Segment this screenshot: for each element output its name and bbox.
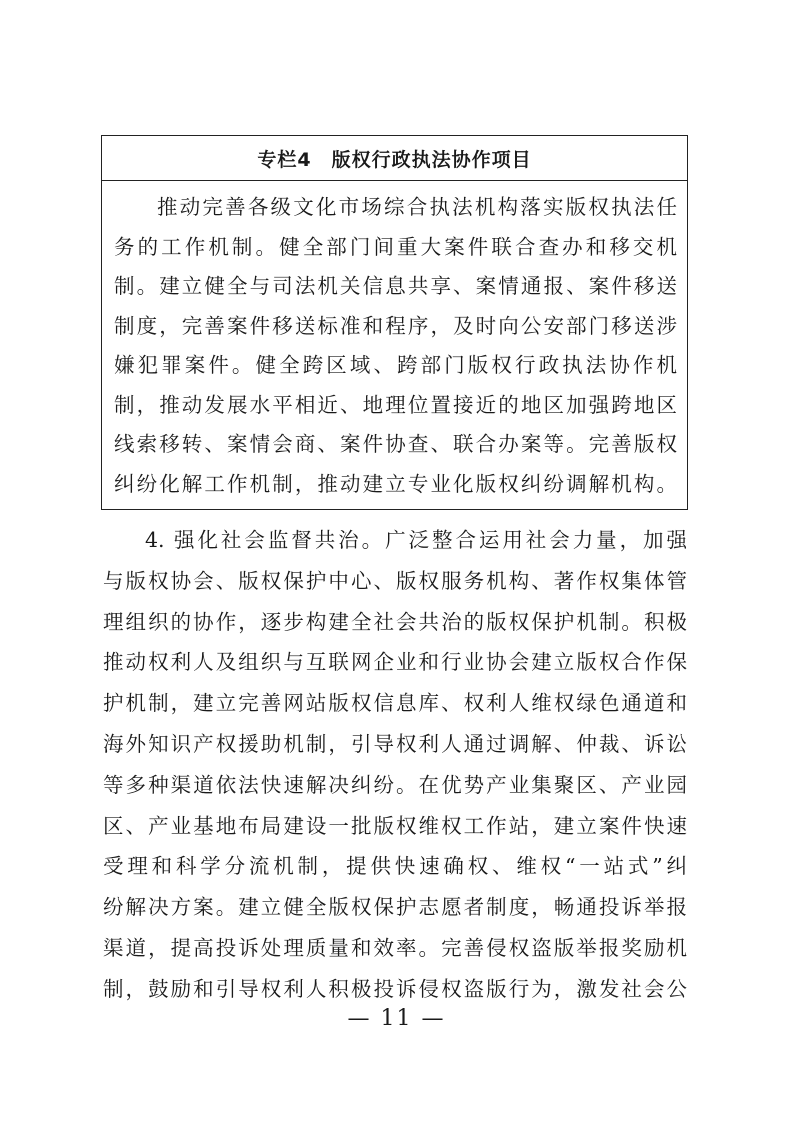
page-number: — 11 — xyxy=(347,1006,446,1031)
paragraph-line: 等多种渠道依法快速解决纠纷。在优势产业集聚区、产业园 xyxy=(103,772,687,797)
paragraph-line: 受理和科学分流机制，提供快速确权、维权“一站式”纠 xyxy=(103,854,687,879)
paragraph-line: 纷解决方案。建立健全版权保护志愿者制度，畅通投诉举报 xyxy=(103,895,687,920)
paragraph-line: 护机制，建立完善网站版权信息库、权利人维权绿色通道和 xyxy=(103,691,687,716)
paragraph-line: 与版权协会、版权保护中心、版权服务机构、著作权集体管 xyxy=(103,568,687,593)
column-line: 制。建立健全与司法机关信息共享、案情通报、案件移送 xyxy=(114,274,677,298)
column-line: 嫌犯罪案件。健全跨区域、跨部门版权行政执法协作机 xyxy=(114,353,677,377)
column-line: 务的工作机制。健全部门间重大案件联合查办和移交机 xyxy=(114,234,677,259)
paragraph-line: 海外知识产权援助机制，引导权利人通过调解、仲裁、诉讼 xyxy=(103,731,687,756)
body-paragraph xyxy=(103,520,687,1010)
column-title: 专栏4 版权行政执法协作项目 xyxy=(102,136,687,181)
column-line: 制，推动发展水平相近、地理位置接近的地区加强跨地区 xyxy=(114,392,677,417)
column-line: 制度，完善案件移送标准和程序，及时向公安部门移送涉 xyxy=(114,313,677,338)
paragraph-line: 制，鼓励和引导权利人积极投诉侵权盗版行为，激发社会公 xyxy=(103,976,687,1001)
column-line: 纠纷化解工作机制，推动建立专业化版权纠纷调解机构。 xyxy=(114,471,677,496)
paragraph-line: 区、产业基地布局建设一批版权维权工作站，建立案件快速 xyxy=(103,813,687,838)
column-line: 线索移转、案情会商、案件协查、联合办案等。完善版权 xyxy=(114,432,677,456)
column-body xyxy=(114,188,677,504)
paragraph-line: 推动权利人及组织与互联网企业和行业协会建立版权合作保 xyxy=(103,650,687,675)
paragraph-line: 渠道，提高投诉处理质量和效率。完善侵权盗版举报奖励机 xyxy=(103,935,687,960)
paragraph-line: 4. 强化社会监督共治。广泛整合运用社会力量，加强 xyxy=(145,528,687,552)
paragraph-line: 理组织的协作，逐步构建全社会共治的版权保护机制。积极 xyxy=(103,609,687,634)
column-box xyxy=(101,135,688,510)
column-line: 推动完善各级文化市场综合执法机构落实版权执法任 xyxy=(157,195,677,219)
